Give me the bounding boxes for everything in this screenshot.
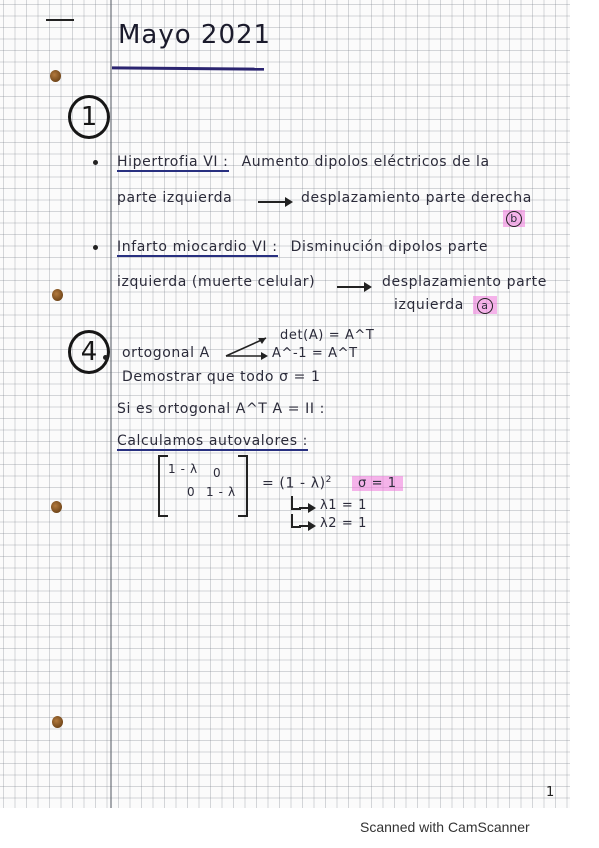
arrow-right — [299, 525, 309, 527]
circled-answer: a — [477, 298, 493, 314]
bullet — [103, 355, 108, 360]
text: izquierda — [394, 297, 464, 313]
circled-answer: b — [506, 211, 522, 227]
item-hipertrofia-line2a — [117, 190, 232, 206]
scanner-footer: Scanned with CamScanner — [360, 819, 530, 835]
text: A^-1 = A^T — [272, 346, 358, 361]
arrow-right — [337, 286, 365, 288]
bullet — [93, 160, 98, 165]
arrow-right — [299, 507, 309, 509]
text: izquierda (muerte celular) — [117, 274, 316, 290]
exponent: 2 — [325, 475, 332, 485]
binder-hole — [50, 70, 61, 82]
text: σ = 1 — [358, 476, 397, 491]
text: = (1 - λ) — [262, 475, 326, 492]
item-infarto-line1 — [117, 239, 488, 255]
text: Disminución dipolos parte — [290, 239, 489, 255]
branch-top-text — [280, 328, 374, 343]
determinant-result — [262, 475, 332, 492]
matrix-bracket-right — [238, 455, 248, 517]
binder-hole — [52, 289, 63, 301]
text: Calculamos autovalores : — [117, 433, 308, 449]
term-hipertrofia: Hipertrofia VI : — [117, 154, 229, 170]
page-number: 1 — [546, 785, 555, 800]
title-underline — [112, 66, 264, 70]
lambda1: λ1 = 1 — [320, 498, 367, 513]
margin-line — [110, 0, 112, 808]
answer-highlight-b — [503, 210, 525, 227]
page-title: Mayo 2021 — [118, 20, 272, 50]
term-infarto: Infarto miocardio VI : — [117, 239, 278, 255]
branch-bottom-text — [272, 346, 358, 361]
section-4-number — [68, 330, 110, 374]
demostrar-line — [122, 369, 321, 385]
matrix-r1c2: 0 — [213, 466, 222, 480]
ortogonal-label — [122, 345, 210, 361]
item-hipertrofia-line2b — [301, 190, 532, 206]
answer-highlight-a — [473, 296, 497, 314]
matrix-bracket-left — [158, 455, 168, 517]
text: Aumento dipolos eléctricos de la — [241, 154, 490, 170]
corner-dash — [46, 19, 74, 21]
matrix-r1c1: 1 - λ — [168, 462, 198, 476]
autovalores-heading — [117, 433, 308, 449]
binder-hole — [51, 501, 62, 513]
item-hipertrofia-line1 — [117, 154, 490, 170]
text: Demostrar que todo σ = 1 — [122, 369, 321, 385]
matrix-r2c2: 1 - λ — [206, 485, 236, 499]
text: det(A) = A^T — [280, 328, 375, 343]
text: parte izquierda — [117, 190, 233, 206]
bullet — [93, 245, 98, 250]
section-1-number — [68, 95, 110, 139]
lambda2: λ2 = 1 — [320, 516, 367, 531]
matrix-r2c1: 0 — [187, 485, 196, 499]
text: Si es ortogonal A^T A = II : — [117, 401, 325, 417]
branch-arrows — [222, 332, 272, 364]
item-infarto-line2b — [382, 274, 547, 290]
text: desplazamiento parte derecha — [301, 190, 532, 206]
section-number: 4 — [80, 337, 98, 367]
text: ortogonal A — [122, 345, 210, 361]
sigma-result-highlight — [352, 476, 403, 491]
item-infarto-line2a — [117, 274, 315, 290]
arrow-right — [258, 201, 286, 203]
text: desplazamiento parte — [382, 274, 547, 290]
item-infarto-line3 — [394, 297, 497, 314]
ortogonal-condition — [117, 401, 325, 417]
binder-hole — [52, 716, 63, 728]
section-number: 1 — [80, 102, 98, 132]
